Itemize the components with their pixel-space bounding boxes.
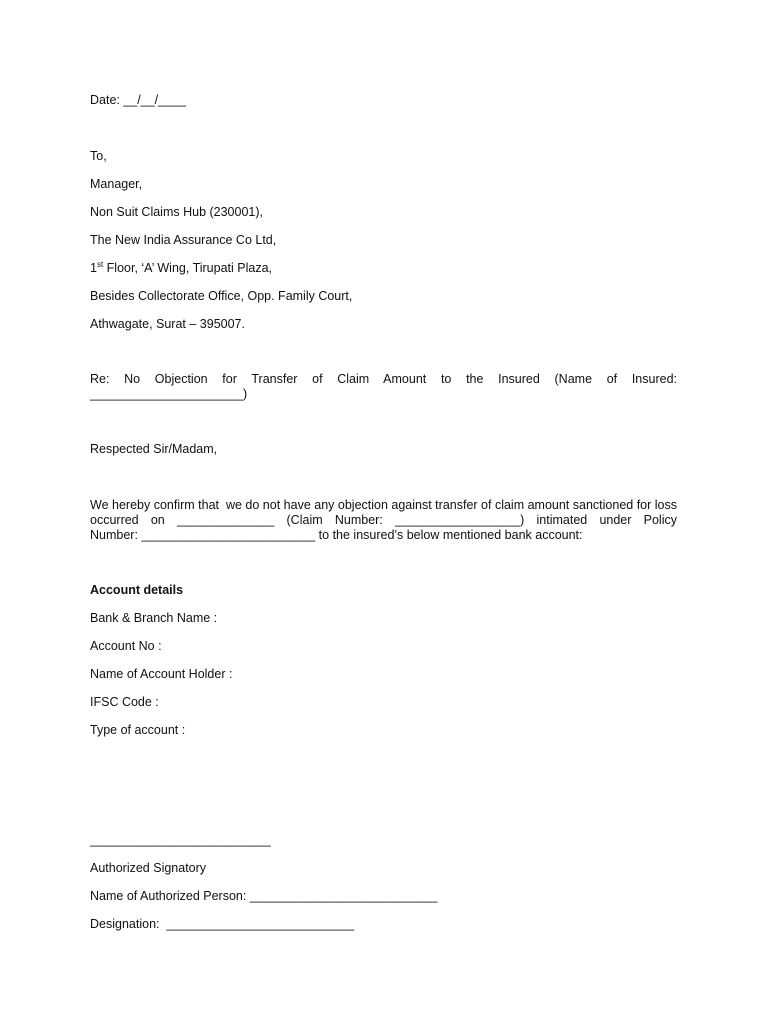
account-details-heading: Account details — [90, 583, 184, 597]
subject-text: Re: No Objection for Transfer of Claim Amount to the Insured (Name of Insured: ______________________) — [90, 372, 681, 401]
to-line: To, — [90, 149, 107, 163]
floor-rest: Floor, ‘A’ Wing, Tirupati Plaza, — [103, 261, 272, 275]
account-no-field: Account No : — [90, 639, 162, 653]
address-line-manager: Manager, — [90, 177, 143, 191]
address-line-company: The New India Assurance Co Ltd, — [90, 233, 277, 247]
ifsc-field: IFSC Code : — [90, 695, 159, 709]
account-type-field: Type of account : — [90, 723, 186, 737]
date-line: Date: __/__/____ — [90, 93, 186, 107]
floor-number: 1 — [90, 261, 97, 275]
account-holder-field: Name of Account Holder : — [90, 667, 233, 681]
address-line-city: Athwagate, Surat – 395007. — [90, 317, 245, 331]
authorized-person-name-field: Name of Authorized Person: ___________________________ — [90, 889, 438, 903]
address-line-hub: Non Suit Claims Hub (230001), — [90, 205, 263, 219]
address-line-floor — [90, 261, 272, 276]
address-line-office: Besides Collectorate Office, Opp. Family Court, — [90, 289, 353, 303]
designation-field: Designation: ___________________________ — [90, 917, 355, 931]
signature-line: __________________________ — [90, 833, 271, 847]
floor-superscript: st — [96, 259, 104, 269]
authorized-signatory-label: Authorized Signatory — [90, 861, 207, 875]
salutation: Respected Sir/Madam, — [90, 442, 218, 456]
bank-branch-field: Bank & Branch Name : — [90, 611, 218, 625]
subject-line — [90, 372, 681, 402]
body-text: We hereby confirm that we do not have any objection against transfer of claim amount sanctioned for loss occurred on ______________ (Claim Number: __________________) intimated under Policy Number: _________________________ to the insured’s below mentioned bank account: — [90, 498, 684, 542]
body-paragraph — [90, 498, 684, 543]
